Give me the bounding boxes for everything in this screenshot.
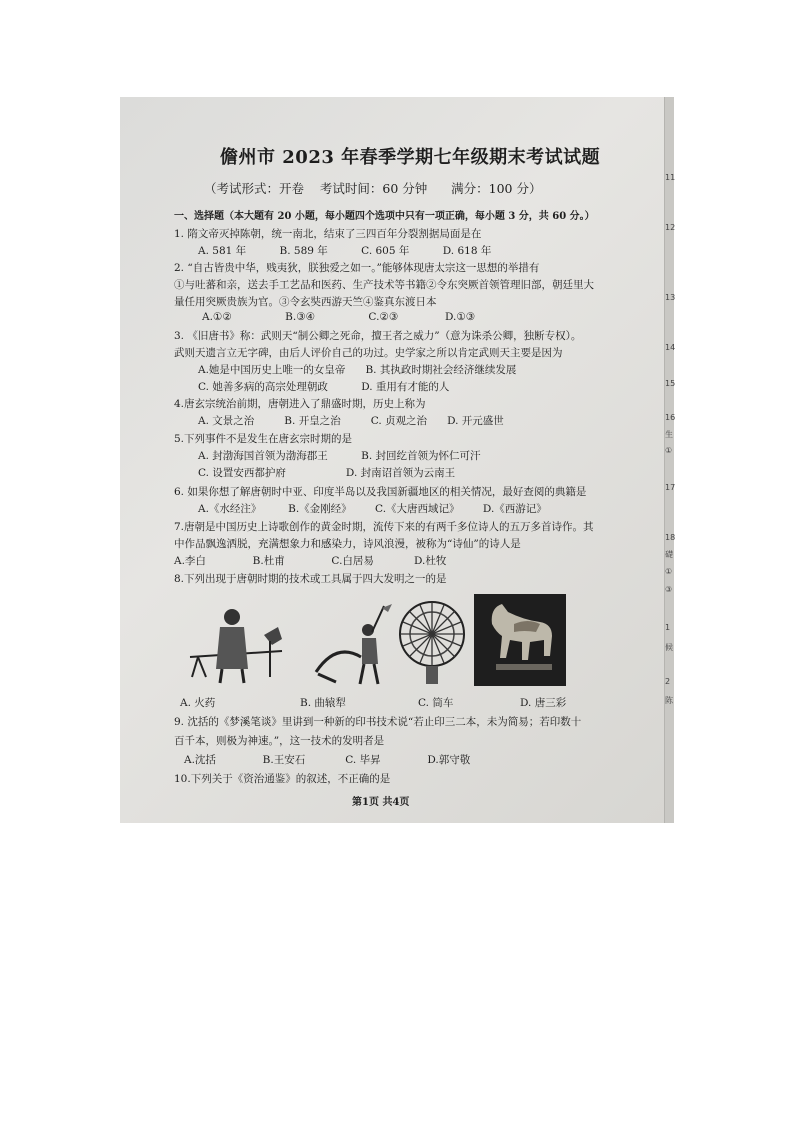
question-2-line-2: ①与吐蕃和亲，送去手工艺品和医药、生产技术等书籍②令东突厥首领管理旧部，朝廷里大 [174, 279, 594, 291]
exam-title: 儋州市 2023 年春季学期七年级期末考试试题 [220, 147, 601, 168]
exam-sheet [120, 97, 664, 823]
edge-mark: 16 [665, 413, 676, 422]
question-9-options: A.沈括 B.王安石 C. 毕昇 D.郭守敬 [184, 754, 471, 766]
horse-figure-icon [474, 594, 566, 686]
edge-mark: 17 [665, 483, 676, 492]
edge-mark: 14 [665, 343, 676, 352]
question-2: 2. “自古皆贵中华，贱夷狄，朕独爱之如一。”能够体现唐太宗这一思想的举措有 [174, 262, 540, 274]
question-1: 1. 隋文帝灭掉陈朝，统一南北，结束了三四百年分裂割据局面是在 [174, 228, 482, 240]
edge-mark: 陈 [665, 696, 673, 705]
water-wheel-illustration [396, 592, 468, 687]
edge-mark: 2 [665, 677, 671, 686]
question-4-options: A. 文景之治 B. 开皇之治 C. 贞观之治 D. 开元盛世 [198, 415, 504, 427]
question-7-line-2: 中作品飘逸洒脱，充满想象力和感染力，诗风浪漫，被称为“诗仙”的诗人是 [174, 538, 521, 550]
question-3-line-2: 武则天遗言立无字碑，由后人评价自己的功过。史学家之所以肯定武则天主要是因为 [174, 347, 563, 359]
edge-mark: ① [665, 446, 673, 455]
question-2-line-3: 量任用突厥贵族为官。③令玄奘西游天竺④鉴真东渡日本 [174, 296, 437, 308]
question-9: 9. 沈括的《梦溪笔谈》里讲到一种新的印书技术说“若止印三二本，未为简易；若印数十 [174, 716, 582, 728]
edge-mark: 18 [665, 533, 676, 542]
edge-mark: 15 [665, 379, 676, 388]
exam-subtitle: （考试形式：开卷 考试时间：60 分钟 满分：100 分） [204, 181, 542, 196]
question-5: 5.下列事件不是发生在唐玄宗时期的是 [174, 433, 353, 445]
q8-option-b: B. 曲辕犁 [300, 697, 346, 709]
question-3-options-ab: A.她是中国历史上唯一的女皇帝 B. 其执政时期社会经济继续发展 [198, 364, 517, 376]
curved-plough-illustration [306, 602, 396, 687]
section-title: 一、选择题（本大题有 20 小题，每小题四个选项中只有一项正确，每小题 3 分，共 60 分。） [174, 211, 595, 222]
edge-mark: ③ [665, 585, 673, 594]
question-3-options-cd: C. 她善多病的高宗处理朝政 D. 重用有才能的人 [198, 381, 450, 393]
edge-mark: 礎 [665, 550, 673, 559]
adjacent-page-edge [664, 97, 674, 823]
question-5-options-cd: C. 设置安西都护府 D. 封南诏首领为云南王 [198, 467, 456, 479]
question-9-line-2: 百千本，则极为神速。”，这一技术的发明者是 [174, 735, 385, 747]
question-10: 10.下列关于《资治通鉴》的叙述，不正确的是 [174, 773, 391, 785]
question-2-options: A.①② B.③④ C.②③ D.①③ [202, 311, 476, 323]
question-4: 4.唐玄宗统治前期，唐朝进入了鼎盛时期，历史上称为 [174, 398, 426, 410]
question-1-options: A. 581 年 B. 589 年 C. 605 年 D. 618 年 [198, 245, 492, 257]
edge-mark: 候 [665, 643, 673, 652]
edge-mark: ① [665, 567, 673, 576]
scanned-exam-photo [120, 97, 676, 823]
q8-option-a: A. 火药 [180, 697, 216, 709]
gunpowder-weapon-illustration [186, 597, 286, 687]
question-7-options: A.李白 B.杜甫 C.白居易 D.杜牧 [174, 555, 447, 567]
question-6-options: A.《水经注》 B.《金刚经》 C.《大唐西域记》 D.《西游记》 [198, 503, 547, 515]
q8-option-d: D. 唐三彩 [520, 697, 567, 709]
edge-mark: 13 [665, 293, 676, 302]
edge-mark: 生 [665, 430, 673, 439]
question-7: 7.唐朝是中国历史上诗歌创作的黄金时期，流传下来的有两千多位诗人的五万多首诗作。其 [174, 521, 594, 533]
question-5-options-ab: A. 封渤海国首领为渤海郡王 B. 封回纥首领为怀仁可汗 [198, 450, 481, 462]
edge-mark: 1 [665, 623, 671, 632]
edge-mark: 12 [665, 223, 676, 232]
question-8: 8.下列出现于唐朝时期的技术或工具属于四大发明之一的是 [174, 573, 447, 585]
q8-option-c: C. 筒车 [418, 697, 454, 709]
question-3: 3. 《旧唐书》称：武则天“制公卿之死命，擅王者之威力”（意为诛杀公卿，独断专权）。 [174, 330, 582, 342]
edge-mark: 11 [665, 173, 676, 182]
page-footer: 第1页 共4页 [352, 797, 410, 808]
tang-sancai-horse-photo [474, 594, 566, 686]
question-6: 6. 如果你想了解唐朝时中亚、印度半岛以及我国新疆地区的相关情况，最好查阅的典籍是 [174, 486, 587, 498]
